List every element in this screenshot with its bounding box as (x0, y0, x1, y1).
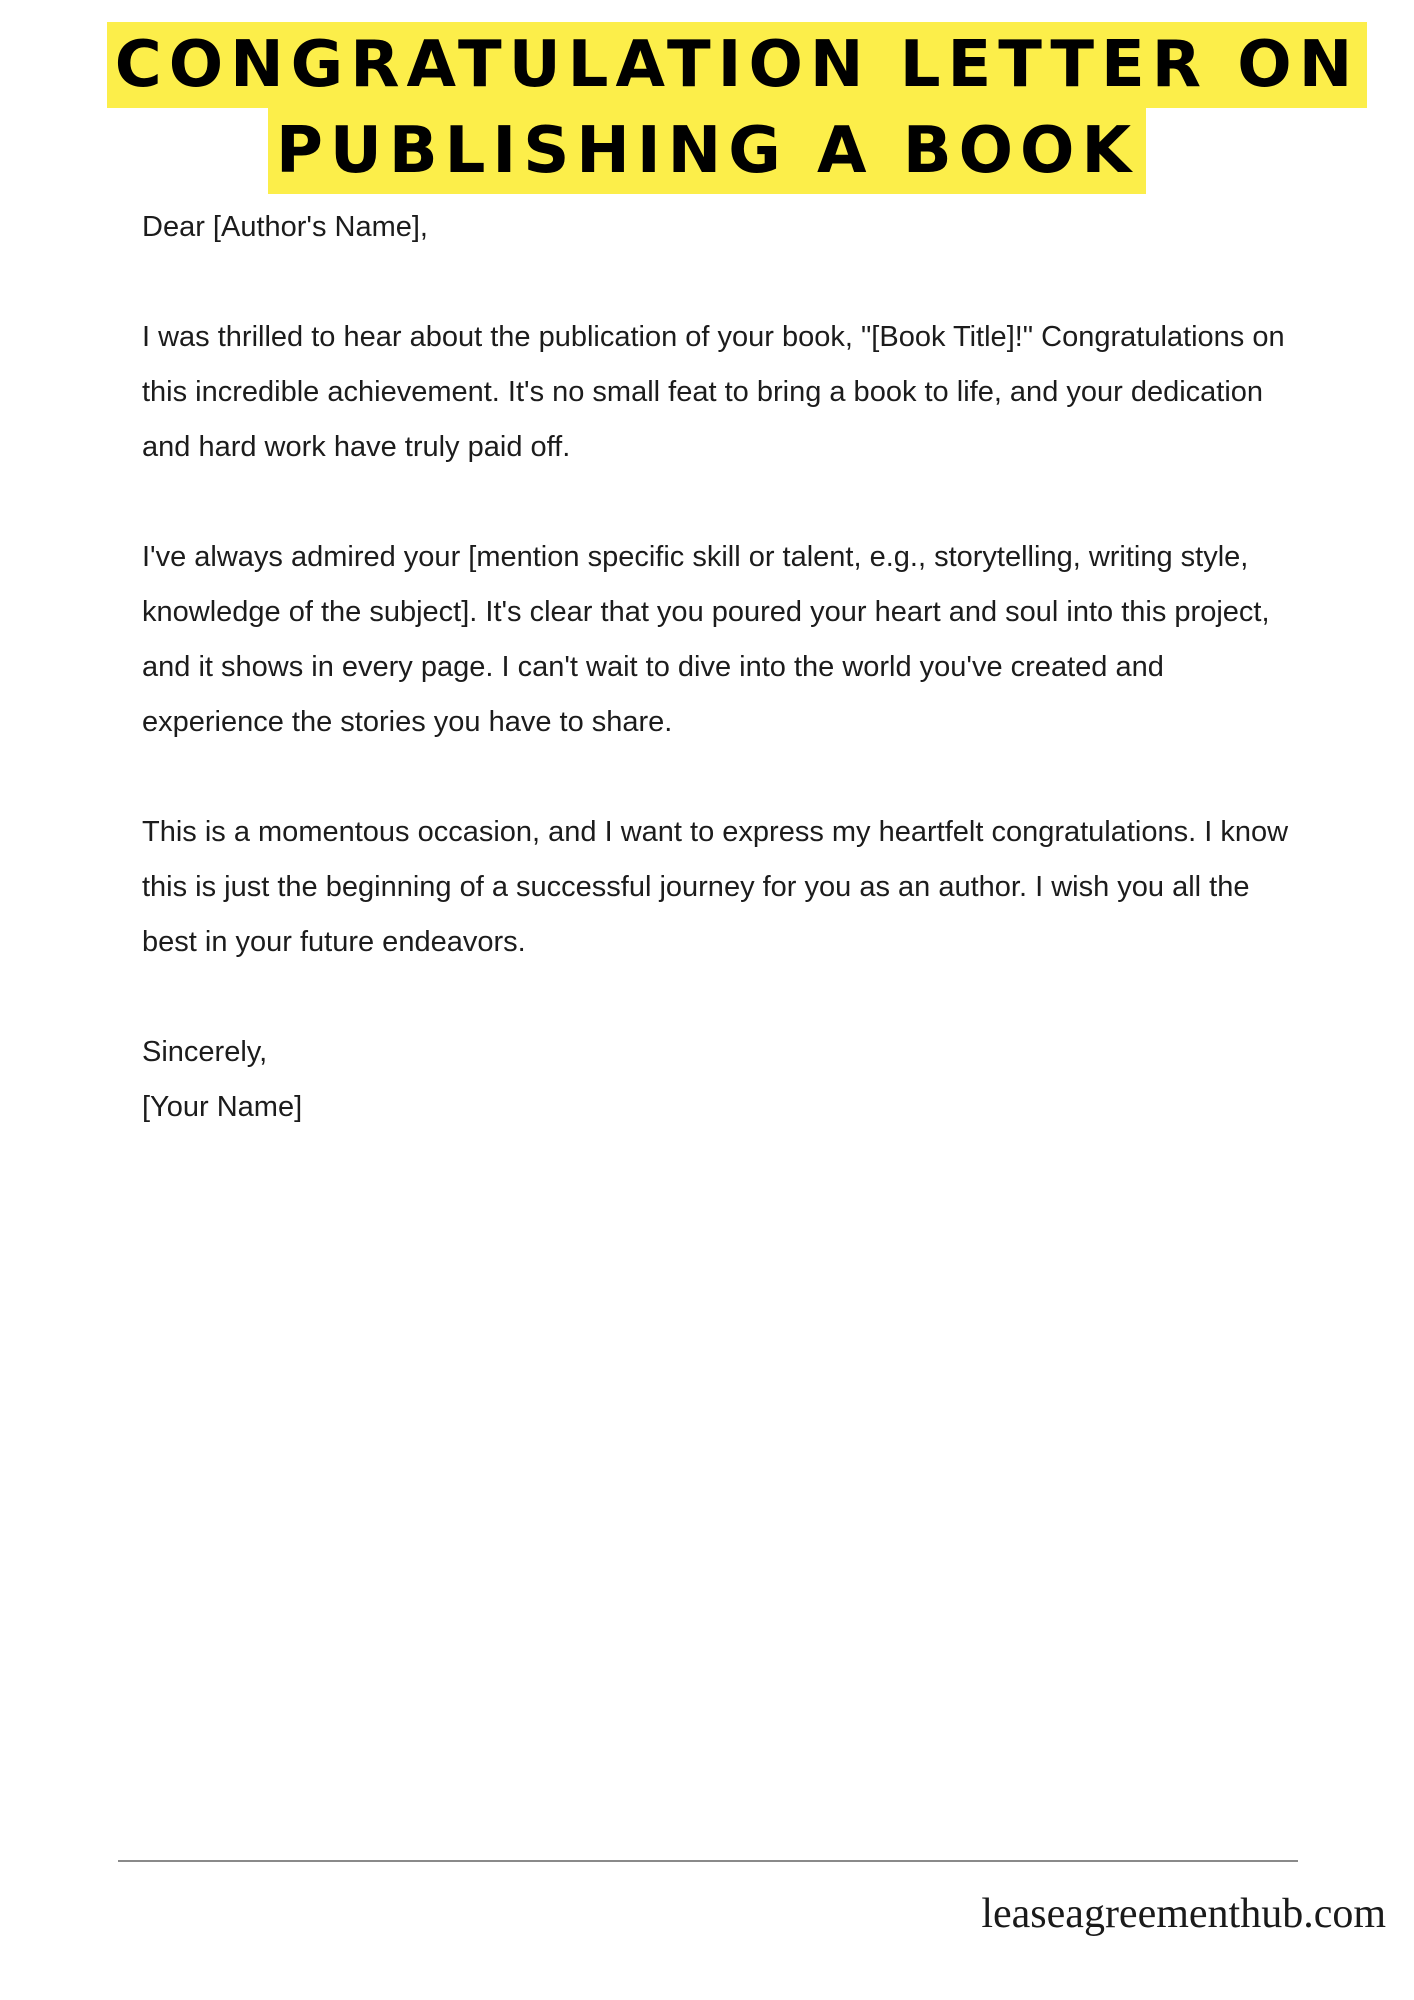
letter-body (142, 200, 1302, 1135)
paragraph-1: I was thrilled to hear about the publication of your book, "[Book Title]!" Congratulations on this incredible achievement. It's no small feat to bring a book to life, and your dedication and hard work have truly paid off. (142, 321, 1285, 463)
closing-block (142, 1025, 1302, 1135)
document-title (0, 22, 1414, 194)
footer-website: leaseagreementhub.com (981, 1891, 1386, 1937)
footer-divider (118, 1860, 1298, 1862)
paragraph-2: I've always admired your [mention specific skill or talent, e.g., storytelling, writing style, knowledge of the subject]. It's clear that you poured your heart and soul into this project, and it shows in every page. I can't wait to dive into the world you've created and experience the stories you have to share. (142, 541, 1270, 738)
paragraph-3: This is a momentous occasion, and I want to express my heartfelt congratulations. I know this is just the beginning of a successful journey for you as an author. I wish you all the best in your future endeavors. (142, 816, 1289, 958)
salutation: Dear [Author's Name], (142, 211, 428, 243)
title-line-1: CONGRATULATION LETTER ON (107, 22, 1368, 108)
signature: [Your Name] (142, 1091, 303, 1123)
title-line-2: PUBLISHING A BOOK (268, 108, 1146, 194)
closing: Sincerely, (142, 1036, 268, 1068)
